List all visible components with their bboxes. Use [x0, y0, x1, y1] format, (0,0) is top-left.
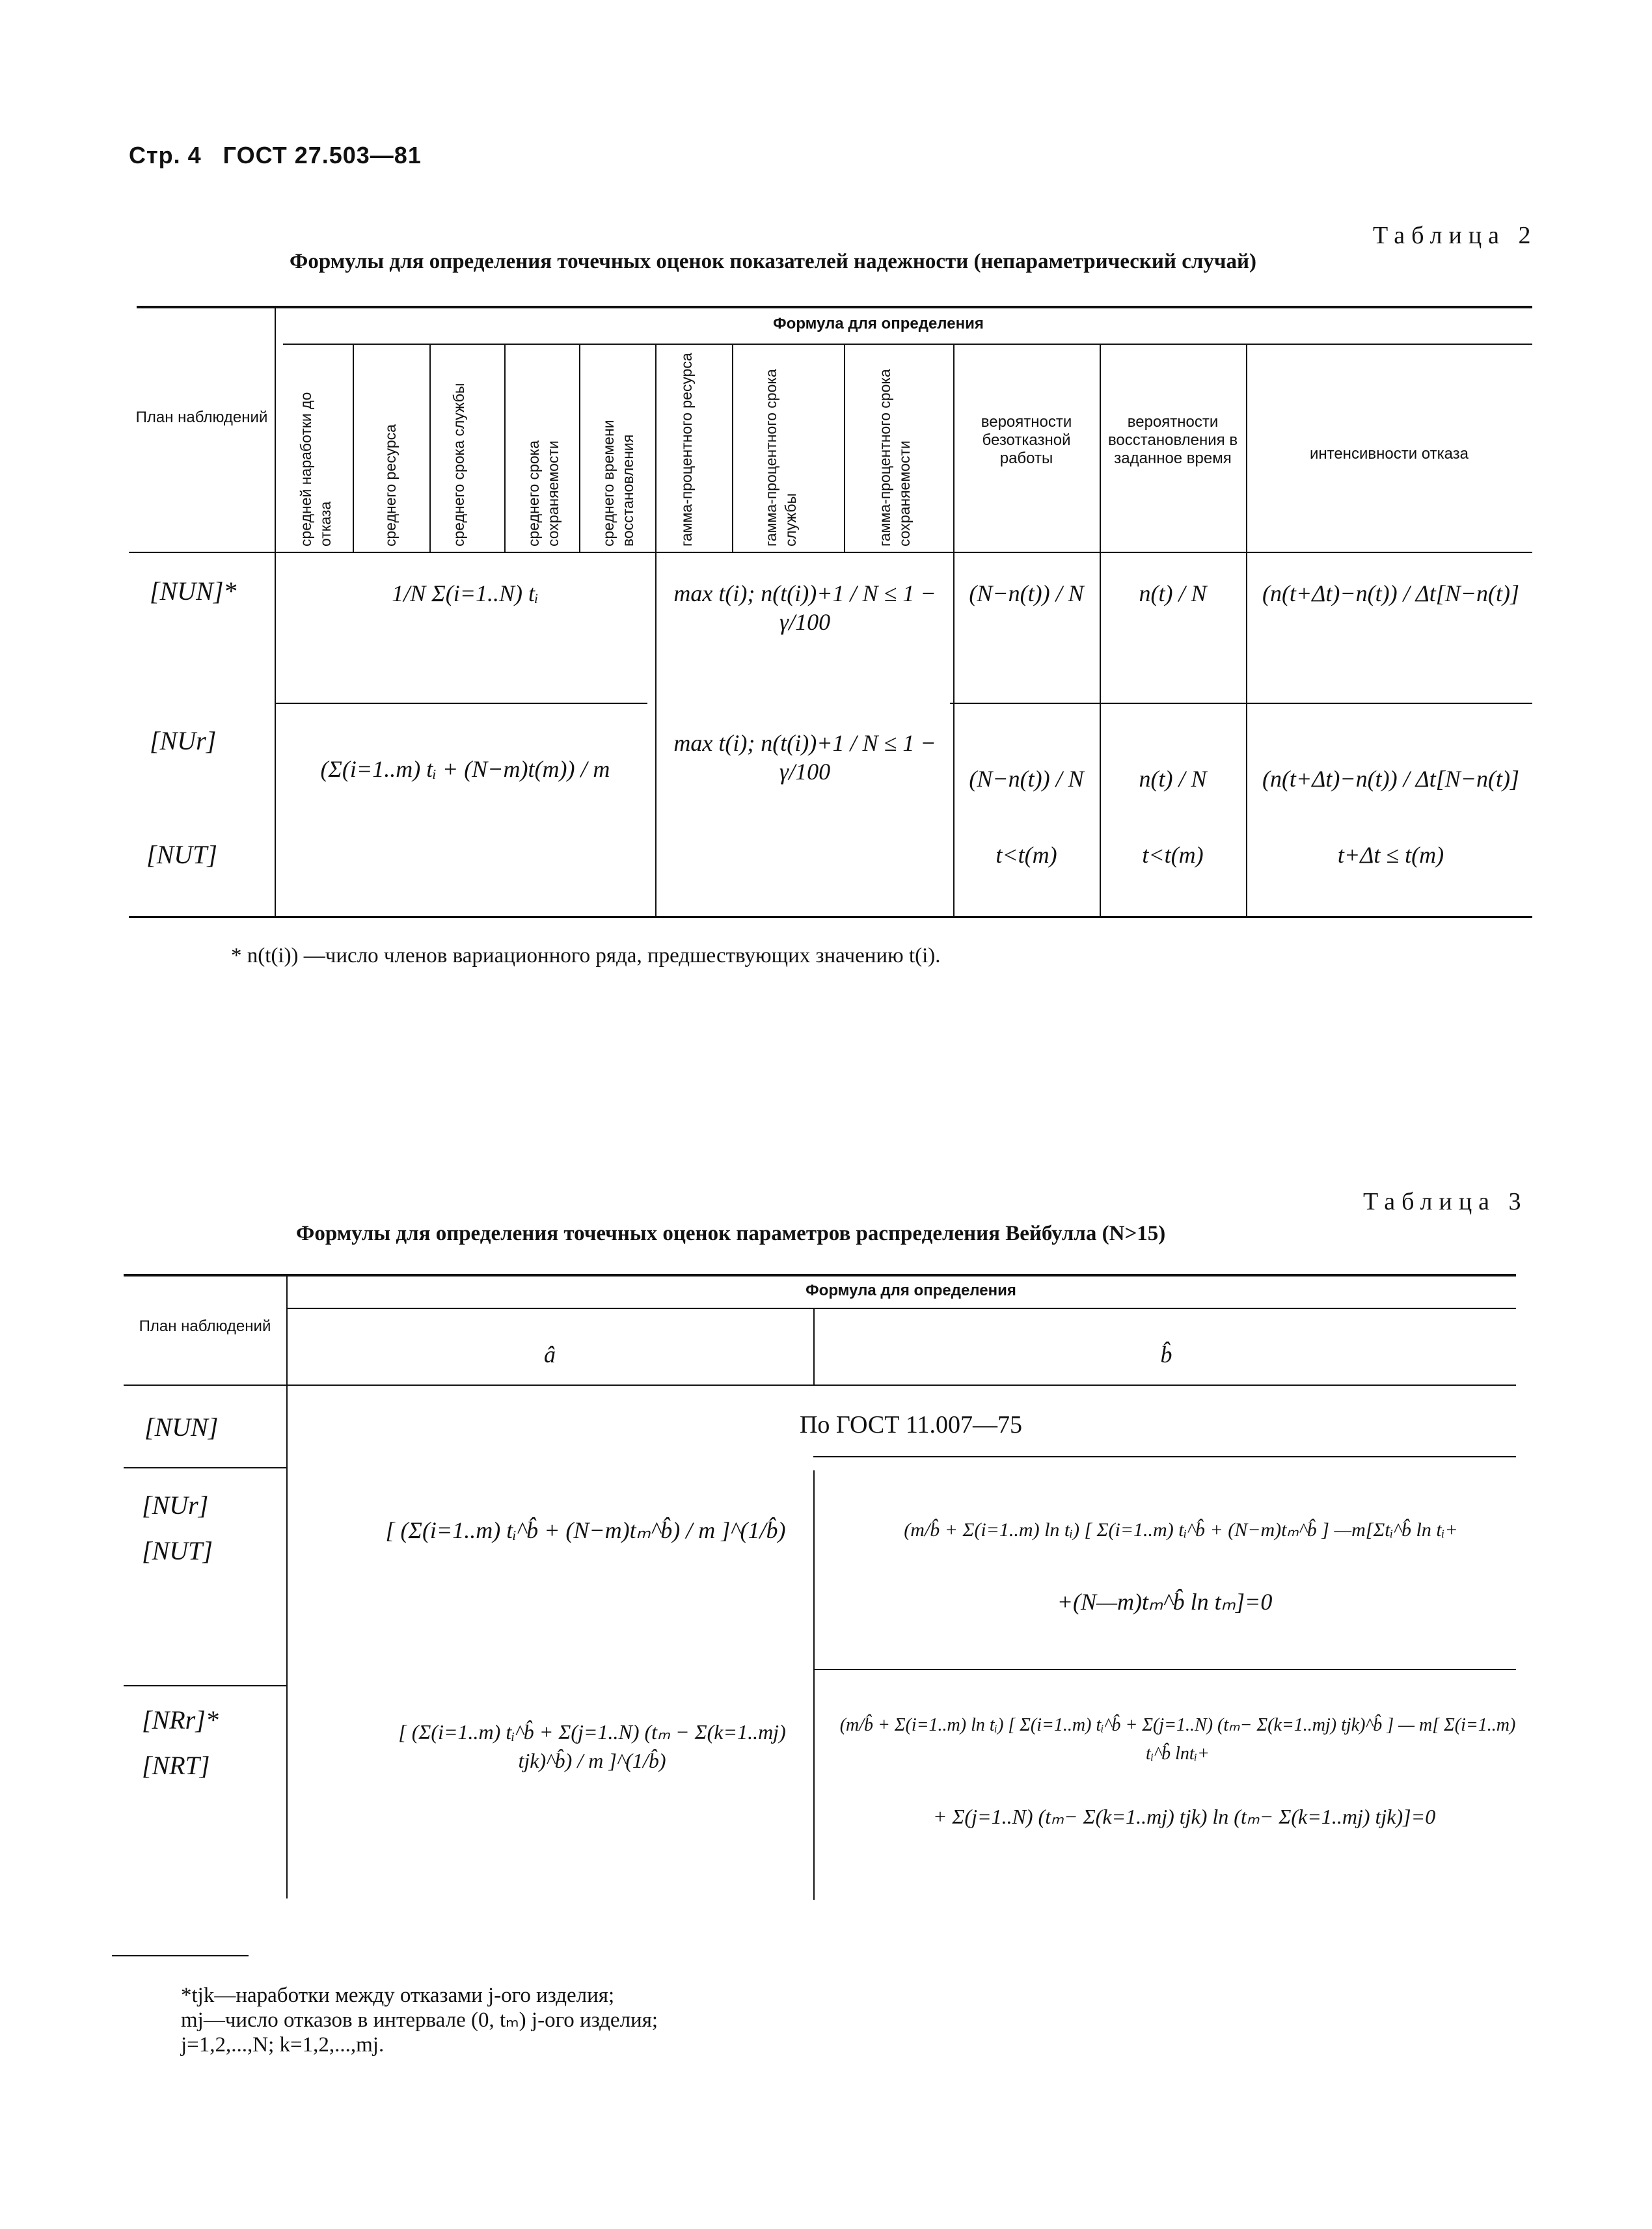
col-gamma-service-life: гамма-процентного срока службы: [763, 369, 799, 547]
plan-nun: [NUN]*: [150, 576, 237, 606]
col-restoration-probability: вероятности восстановления в заданное время: [1107, 413, 1238, 467]
nur-a-formula: [ (Σ(i=1..m) tᵢ^b̂ + (N−m)tₘ^b̂) / m ]^(1/b̂): [385, 1517, 786, 1543]
nur-restoration-formula: n(t) / N: [1139, 766, 1207, 792]
nur-b-formula-line1: (m/b̂ + Σ(i=1..m) ln tᵢ) [ Σ(i=1..m) tᵢ^b̂ + (N−m)tₘ^b̂ ] —m[Σtᵢ^b̂ ln tᵢ+: [904, 1519, 1458, 1541]
nun-gamma-formula: max t(i); n(t(i))+1 / N ≤ 1 − γ/100: [673, 580, 936, 635]
col-gamma-storage-life: гамма-процентного срока сохраняемости: [876, 369, 913, 547]
col-gamma-resource: гамма-процентного ресурса: [678, 353, 695, 547]
nur-b-formula-line2: +(N—m)tₘ^b̂ ln tₘ]=0: [1057, 1589, 1273, 1615]
table2-footnote: * n(t(i)) —число членов вариационного ряда, предшествующих значению t(i).: [231, 944, 941, 967]
table3-plan-header: План наблюдений: [139, 1317, 271, 1335]
nun-reliability-formula: (N−n(t)) / N: [969, 580, 1084, 606]
col-failure-intensity: интенсивности отказа: [1309, 445, 1469, 463]
col-reliability: вероятности безотказной работы: [981, 413, 1072, 467]
footnote-tjk: *tjk—наработки между отказами j-ого изделия;: [181, 1984, 615, 2007]
col-b-hat: b̂: [1160, 1342, 1172, 1368]
col-mean-service-life: среднего срока службы: [450, 383, 467, 547]
nun-mean-formula: 1/N Σ(i=1..N) tᵢ: [392, 580, 539, 606]
nun-gost-reference: По ГОСТ 11.007—75: [799, 1411, 1023, 1439]
table3-label: Таблица 3: [1363, 1188, 1528, 1215]
col-mean-recovery-time: среднего времени восстановления: [600, 420, 636, 547]
nur-gamma-formula: max t(i); n(t(i))+1 / N ≤ 1 − γ/100: [673, 730, 936, 785]
col-a-hat: â: [544, 1342, 556, 1368]
nrr-a-formula: [ (Σ(i=1..m) tᵢ^b̂ + Σ(j=1..N) (tₘ − Σ(k=1..mj) tjk)^b̂) / m ]^(1/b̂): [398, 1720, 786, 1772]
table3-plan-nur: [NUr]: [142, 1491, 209, 1520]
table2-formula-header: Формула для определения: [773, 315, 984, 332]
nrr-b-formula-line2: + Σ(j=1..N) (tₘ− Σ(k=1..mj) tjk) ln (tₘ− Σ(k=1..mj) tjk)]=0: [932, 1805, 1436, 1828]
nun-intensity-formula: (n(t+Δt)−n(t)) / Δt[N−n(t)]: [1262, 580, 1520, 606]
nur-intensity-formula: (n(t+Δt)−n(t)) / Δt[N−n(t)]: [1262, 766, 1520, 792]
nur-mean-formula: (Σ(i=1..m) tᵢ + (N−m)t(m)) / m: [320, 756, 610, 782]
footnote-mj: mj—число отказов в интервале (0, tₘ) j-ого изделия;: [181, 2008, 658, 2032]
table3-plan-nrt: [NRT]: [142, 1751, 210, 1780]
table3-plan-nun: [NUN]: [144, 1412, 219, 1442]
standard-number: ГОСТ 27.503—81: [223, 142, 422, 169]
col-mean-resource: среднего ресурса: [382, 424, 399, 547]
table3-footnotes: [181, 1983, 658, 2057]
table3-plan-nrr: [NRr]*: [142, 1705, 219, 1735]
table2-plan-header: План наблюдений: [135, 409, 268, 426]
table2-label: Таблица 2: [1373, 222, 1537, 249]
nut-restoration-condition: t<t(m): [1142, 842, 1204, 868]
table3-title: Формулы для определения точечных оценок параметров распределения Вейбулла (N>15): [296, 1222, 1166, 1245]
table3-plan-nut: [NUT]: [142, 1536, 213, 1565]
nrr-b-formula-line1: (m/b̂ + Σ(i=1..m) ln tᵢ) [ Σ(i=1..m) tᵢ^b̂ + Σ(j=1..N) (tₘ− Σ(k=1..mj) tjk)^b̂ ] — m[ Σ(i=1..m) tᵢ^b̂ lntᵢ+: [839, 1715, 1516, 1764]
footnote-indices: j=1,2,...,N; k=1,2,...,mj.: [181, 2033, 385, 2057]
table2-title: Формулы для определения точечных оценок показателей надежности (непараметрический случай): [290, 250, 1256, 273]
nun-restoration-formula: n(t) / N: [1139, 580, 1207, 606]
plan-nur: [NUr]: [150, 726, 217, 755]
nut-intensity-condition: t+Δt ≤ t(m): [1337, 842, 1444, 868]
page-number: Стр. 4: [129, 142, 202, 169]
nur-reliability-formula: (N−n(t)) / N: [969, 766, 1084, 792]
table3-formula-header: Формула для определения: [806, 1282, 1016, 1299]
plan-nut: [NUT]: [146, 840, 217, 869]
col-mean-time-to-failure: средней наработки до отказа: [297, 392, 334, 547]
col-mean-storage-life: среднего срока сохраняемости: [525, 440, 562, 547]
nut-reliability-condition: t<t(m): [995, 842, 1057, 868]
